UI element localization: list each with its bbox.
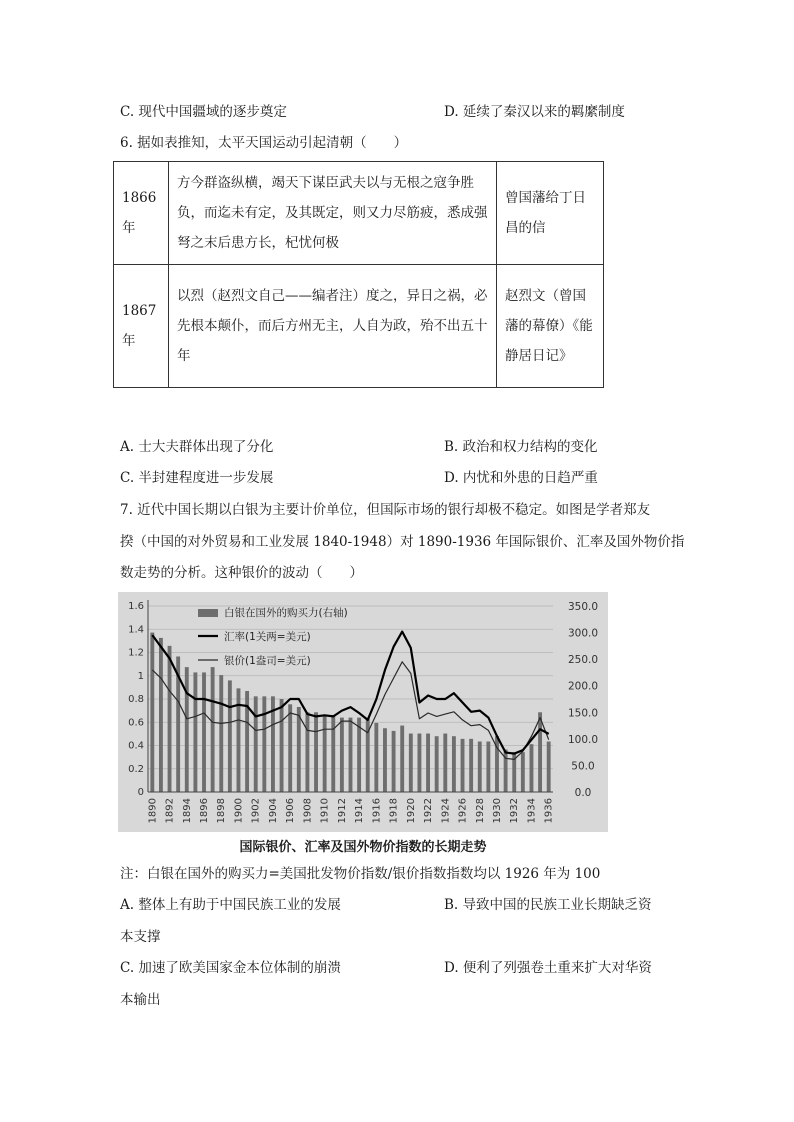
legend-label-exchange-rate: 汇率(1关两=美元): [224, 631, 311, 643]
y-left-tick-label: 0.4: [128, 740, 144, 752]
x-tick-label: 1916: [371, 798, 383, 824]
purchasing-power-bar: [262, 696, 266, 792]
purchasing-power-bar: [288, 704, 292, 792]
y-left-tick-label: 1: [137, 670, 144, 682]
x-tick-label: 1900: [233, 798, 245, 824]
quote-cell: 方今群盗纵横，竭天下谋臣武夫以与无根之寇争胜负，而迄未有定，及其既定，则又力尽筋疲，悉成强弩之末后患方长，杞忧何极: [169, 162, 497, 265]
purchasing-power-bar: [331, 715, 335, 792]
x-tick-label: 1930: [491, 798, 503, 824]
silver-price-chart: [118, 592, 608, 832]
y-right-tick-label: 100.0: [567, 733, 599, 746]
purchasing-power-bar: [435, 736, 439, 792]
purchasing-power-bar: [409, 734, 413, 792]
legend-swatch-purchasing-power: [198, 609, 218, 617]
purchasing-power-bar: [357, 718, 361, 792]
purchasing-power-bar: [478, 742, 482, 792]
purchasing-power-bar: [305, 712, 309, 792]
q6-source-table: [113, 161, 604, 388]
q6-stem: 6. 据如表推知，太平天国运动引起清朝（ ）: [120, 135, 408, 151]
purchasing-power-bar: [297, 707, 301, 792]
chart-svg: [118, 592, 608, 832]
purchasing-power-bar: [185, 667, 189, 792]
q5-option-d: D. 延续了秦汉以来的羁縻制度: [444, 104, 625, 120]
purchasing-power-bar: [340, 718, 344, 792]
table-row: [114, 162, 604, 265]
x-tick-label: 1914: [354, 798, 366, 824]
purchasing-power-bar: [323, 715, 327, 792]
chart-caption: 国际银价、汇率及国外物价指数的长期走势: [239, 840, 487, 855]
y-left-tick-label: 1.4: [128, 624, 144, 636]
q7-option-a: A. 整体上有助于中国民族工业的发展: [120, 897, 341, 913]
purchasing-power-bar: [426, 734, 430, 792]
q7-option-d-cont: 本输出: [120, 992, 161, 1008]
purchasing-power-bar: [374, 723, 378, 792]
purchasing-power-bar: [400, 726, 404, 792]
x-tick-label: 1890: [147, 798, 159, 824]
purchasing-power-bar: [193, 672, 197, 792]
q6-option-c: C. 半封建程度进一步发展: [120, 470, 274, 486]
x-tick-label: 1932: [509, 798, 521, 824]
x-tick-label: 1898: [216, 798, 228, 824]
y-right-tick-label: 300.0: [567, 627, 599, 640]
year-cell: 1866年: [114, 162, 169, 265]
purchasing-power-bar: [521, 752, 525, 792]
x-tick-label: 1902: [250, 798, 262, 824]
x-tick-label: 1922: [423, 798, 435, 824]
q7-stem-line3: 数走势的分析。这种银价的波动（ ）: [120, 565, 363, 581]
q7-option-b: B. 导致中国的民族工业长期缺乏资: [444, 897, 652, 913]
q7-option-d: D. 便利了列强卷土重来扩大对华资: [444, 960, 652, 976]
year-cell: 1867年: [114, 265, 169, 388]
purchasing-power-bar: [150, 633, 154, 792]
q7-option-c: C. 加速了欧美国家金本位体制的崩溃: [120, 960, 341, 976]
x-tick-label: 1910: [319, 798, 331, 824]
purchasing-power-bar: [219, 675, 223, 792]
purchasing-power-bar: [547, 742, 551, 792]
legend-label-purchasing-power: 白银在国外的购买力(右轴): [224, 607, 348, 619]
y-left-tick-label: 1.2: [128, 647, 144, 659]
y-right-tick-label: 250.0: [567, 654, 599, 667]
y-left-tick-label: 0: [137, 787, 144, 798]
x-tick-label: 1908: [302, 798, 314, 824]
y-right-tick-label: 50.0: [571, 760, 595, 773]
purchasing-power-bar: [211, 667, 215, 792]
x-tick-label: 1928: [474, 798, 486, 824]
purchasing-power-bar: [461, 739, 465, 792]
y-right-tick-label: 350.0: [567, 601, 599, 613]
source-cell: 赵烈文（曾国藩的幕僚）《能静居日记》: [497, 265, 604, 388]
y-left-tick-label: 1.6: [128, 601, 144, 612]
purchasing-power-bar: [486, 742, 490, 792]
x-tick-label: 1920: [405, 798, 417, 824]
y-right-tick-label: 0.0: [574, 787, 592, 799]
x-tick-label: 1904: [267, 798, 279, 824]
y-right-tick-label: 150.0: [567, 707, 599, 720]
purchasing-power-bar: [314, 712, 318, 792]
chart-note: 注：白银在国外的购买力=美国批发物价指数/银价指数指数均以 1926 年为 100: [120, 866, 601, 882]
source-cell: 曾国藩给丁日昌的信: [497, 162, 604, 265]
purchasing-power-bar: [443, 734, 447, 792]
y-left-tick-label: 0.8: [128, 694, 144, 705]
purchasing-power-bar: [392, 731, 396, 792]
x-tick-label: 1936: [543, 798, 555, 824]
q7-option-b-cont: 本支撑: [120, 929, 161, 945]
y-left-tick-label: 0.6: [128, 717, 144, 729]
x-tick-label: 1912: [336, 798, 348, 824]
x-tick-label: 1934: [526, 798, 538, 824]
q7-stem-line1: 7. 近代中国长期以白银为主要计价单位，但国际市场的银行却极不稳定。如图是学者郑友: [120, 502, 651, 518]
y-left-tick-label: 0.2: [128, 763, 144, 775]
purchasing-power-bar: [254, 696, 258, 792]
quote-cell: 以烈（赵烈文自己——编者注）度之，异日之祸，必先根本颠仆，而后方州无主，人自为政，殆不出五十年: [169, 265, 497, 388]
x-tick-label: 1924: [440, 798, 452, 824]
q6-option-b: B. 政治和权力结构的变化: [444, 439, 598, 455]
q6-option-a: A. 士大夫群体出现了分化: [120, 439, 274, 455]
purchasing-power-bar: [417, 734, 421, 792]
purchasing-power-bar: [538, 712, 542, 792]
x-tick-label: 1918: [388, 798, 400, 824]
purchasing-power-bar: [202, 672, 206, 792]
purchasing-power-bar: [228, 680, 232, 792]
purchasing-power-bar: [530, 744, 534, 792]
purchasing-power-bar: [383, 728, 387, 792]
legend-label-silver-price: 银价(1盎司=美元): [224, 655, 311, 667]
x-tick-label: 1894: [181, 798, 193, 824]
x-tick-label: 1896: [199, 798, 211, 824]
y-right-tick-label: 200.0: [567, 680, 599, 693]
x-tick-label: 1926: [457, 798, 469, 824]
table-row: [114, 265, 604, 388]
purchasing-power-bar: [469, 739, 473, 792]
purchasing-power-bar: [349, 718, 353, 792]
q6-option-d: D. 内忧和外患的日趋严重: [444, 470, 598, 486]
q7-stem-line2: 揆（中国的对外贸易和工业发展 1840-1948）对 1890-1936 年国际银价、汇率及国外物价指: [120, 534, 685, 550]
purchasing-power-bar: [159, 638, 163, 792]
purchasing-power-bar: [280, 699, 284, 792]
q5-option-c: C. 现代中国疆域的逐步奠定: [120, 104, 287, 120]
purchasing-power-bar: [168, 646, 172, 792]
purchasing-power-bar: [452, 736, 456, 792]
x-tick-label: 1892: [164, 798, 176, 824]
x-tick-label: 1906: [285, 798, 297, 824]
